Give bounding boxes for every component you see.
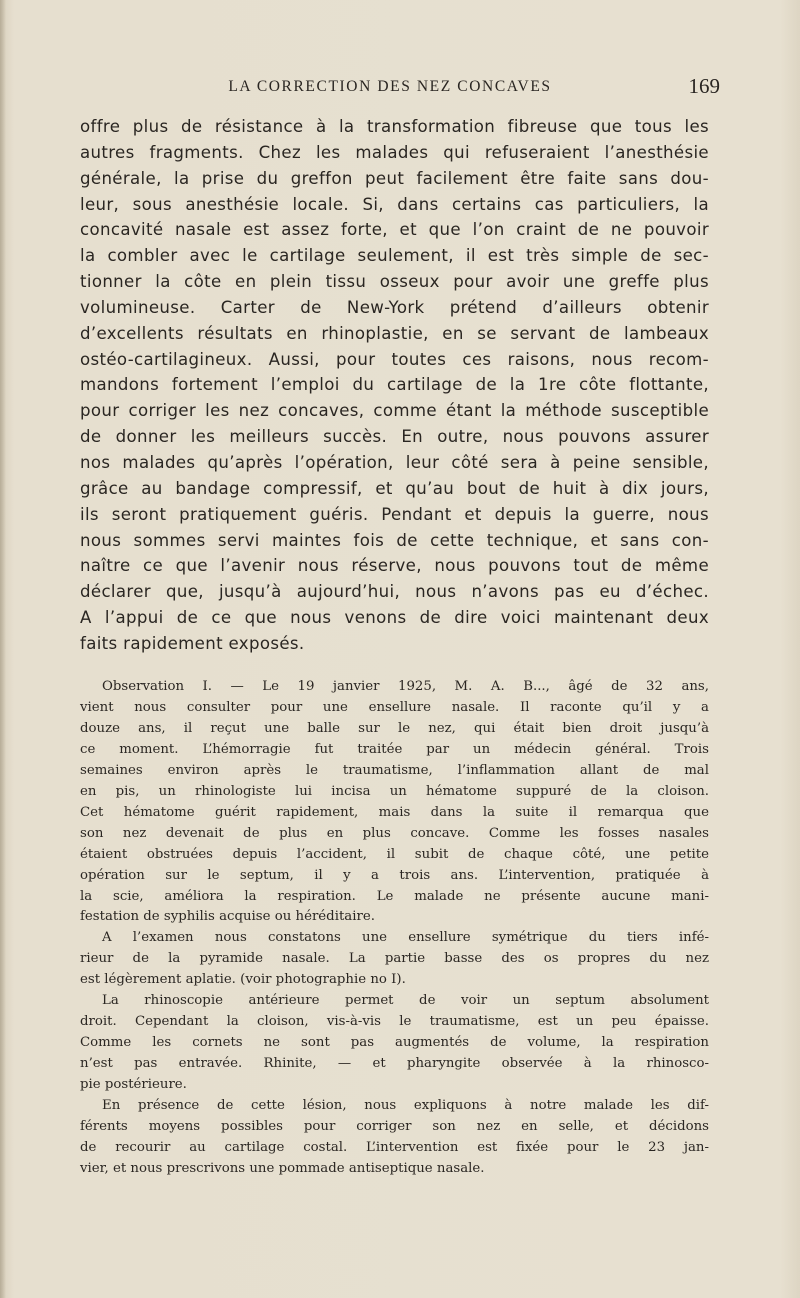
main-text-line: tionner la côte en plein tissu osseux pour avoir une greffe plus [80, 272, 709, 292]
observation-line: la scie, améliora la respiration. Le malade ne présente aucune mani- [80, 888, 709, 904]
observation-line: festation de syphilis acquise ou héréditaire. [80, 909, 375, 925]
main-text-line: naître ce que l’avenir nous réserve, nous pouvons tout de même [80, 556, 709, 576]
main-paragraph [80, 114, 709, 657]
observation-line: en pis, un rhinologiste lui incisa un hématome suppuré de la cloison. [80, 783, 709, 799]
main-text-line: grâce au bandage compressif, et qu’au bout de huit à dix jours, [80, 478, 709, 498]
binding-edge [0, 0, 6, 1298]
main-text-line: concavité nasale est assez forte, et que l’on craint de ne pouvoir [80, 220, 709, 240]
observation-line: Comme les cornets ne sont pas augmentés de volume, la respiration [80, 1035, 709, 1051]
observation-line: n’est pas entravée. Rhinite, — et pharyngite observée à la rhinosco- [80, 1056, 709, 1072]
observation-line: Observation I. — Le 19 janvier 1925, M. A. B..., âgé de 32 ans, [102, 679, 709, 694]
main-text-line: ils seront pratiquement guéris. Pendant et depuis la guerre, nous [80, 504, 709, 524]
main-text-line: d’excellents résultats en rhinoplastie, en se servant de lambeaux [80, 323, 709, 343]
observation-line: férents moyens possibles pour corriger son nez en selle, et décidons [80, 1119, 709, 1135]
main-text-line: la combler avec le cartilage seulement, il est très simple de sec- [80, 246, 709, 266]
observation-line: étaient obstruées depuis l’accident, il subit de chaque côté, une petite [80, 846, 709, 862]
main-text-line: générale, la prise du greffon peut facilement être faite sans dou- [80, 168, 709, 188]
observation-line: rieur de la pyramide nasale. La partie basse des os propres du nez [80, 951, 709, 967]
observation-line: douze ans, il reçut une balle sur le nez, qui était bien droit jusqu’à [80, 720, 709, 736]
running-title: LA CORRECTION DES NEZ CONCAVES [228, 78, 552, 95]
observation-line: est légèrement aplatie. (voir photographie no I). [80, 972, 406, 988]
main-text-line: mandons fortement l’emploi du cartilage de la 1re côte flottante, [80, 375, 709, 395]
main-text-line: nous sommes servi maintes fois de cette technique, et sans con- [80, 530, 709, 550]
main-text-line: volumineuse. Carter de New-York prétend d’ailleurs obtenir [80, 297, 709, 317]
observation-line: pie postérieure. [80, 1077, 187, 1093]
page-number: 169 [688, 74, 720, 98]
observation-line: vient nous consulter pour une ensellure nasale. Il raconte qu’il y a [80, 699, 709, 715]
main-text-line: nos malades qu’après l’opération, leur côté sera à peine sensible, [80, 452, 709, 472]
main-text-line: déclarer que, jusqu’à aujourd’hui, nous n’avons pas eu d’échec. [80, 582, 709, 602]
main-text-line: A l’appui de ce que nous venons de dire voici maintenant deux [80, 608, 709, 628]
observation-line: Cet hématome guérit rapidement, mais dans la suite il remarqua que [80, 804, 709, 820]
observation-line: vier, et nous prescrivons une pommade antiseptique nasale. [80, 1160, 485, 1176]
observation-line: La rhinoscopie antérieure permet de voir un septum absolument [102, 993, 709, 1009]
observation-line: son nez devenait de plus en plus concave. Comme les fosses nasales [80, 825, 709, 841]
observation-line: de recourir au cartilage costal. L’intervention est fixée pour le 23 jan- [80, 1139, 709, 1155]
main-text-line: pour corriger les nez concaves, comme étant la méthode susceptible [80, 401, 709, 421]
main-text-line: leur, sous anesthésie locale. Si, dans certains cas particuliers, la [80, 194, 709, 214]
main-text-line: de donner les meilleurs succès. En outre, nous pouvons assurer [80, 427, 709, 447]
observation-section [80, 677, 709, 1180]
running-head [120, 74, 720, 100]
observation-line: ce moment. L’hémorragie fut traitée par un médecin général. Trois [80, 741, 709, 757]
observation-line: semaines environ après le traumatisme, l’inflammation allant de mal [80, 762, 709, 778]
main-text-line: autres fragments. Chez les malades qui refuseraient l’anesthésie [80, 142, 709, 162]
main-text-line: offre plus de résistance à la transformation fibreuse que tous les [80, 117, 709, 136]
observation-line: opération sur le septum, il y a trois ans. L’intervention, pratiquée à [80, 867, 709, 883]
observation-line: En présence de cette lésion, nous expliquons à notre malade les dif- [102, 1098, 709, 1114]
main-text-line: faits rapidement exposés. [80, 633, 305, 653]
observation-line: A l’examen nous constatons une ensellure symétrique du tiers infé- [102, 930, 709, 946]
observation-line: droit. Cependant la cloison, vis-à-vis le traumatisme, est un peu épaisse. [80, 1014, 709, 1030]
main-text-line: ostéo-cartilagineux. Aussi, pour toutes ces raisons, nous recom- [80, 349, 709, 369]
